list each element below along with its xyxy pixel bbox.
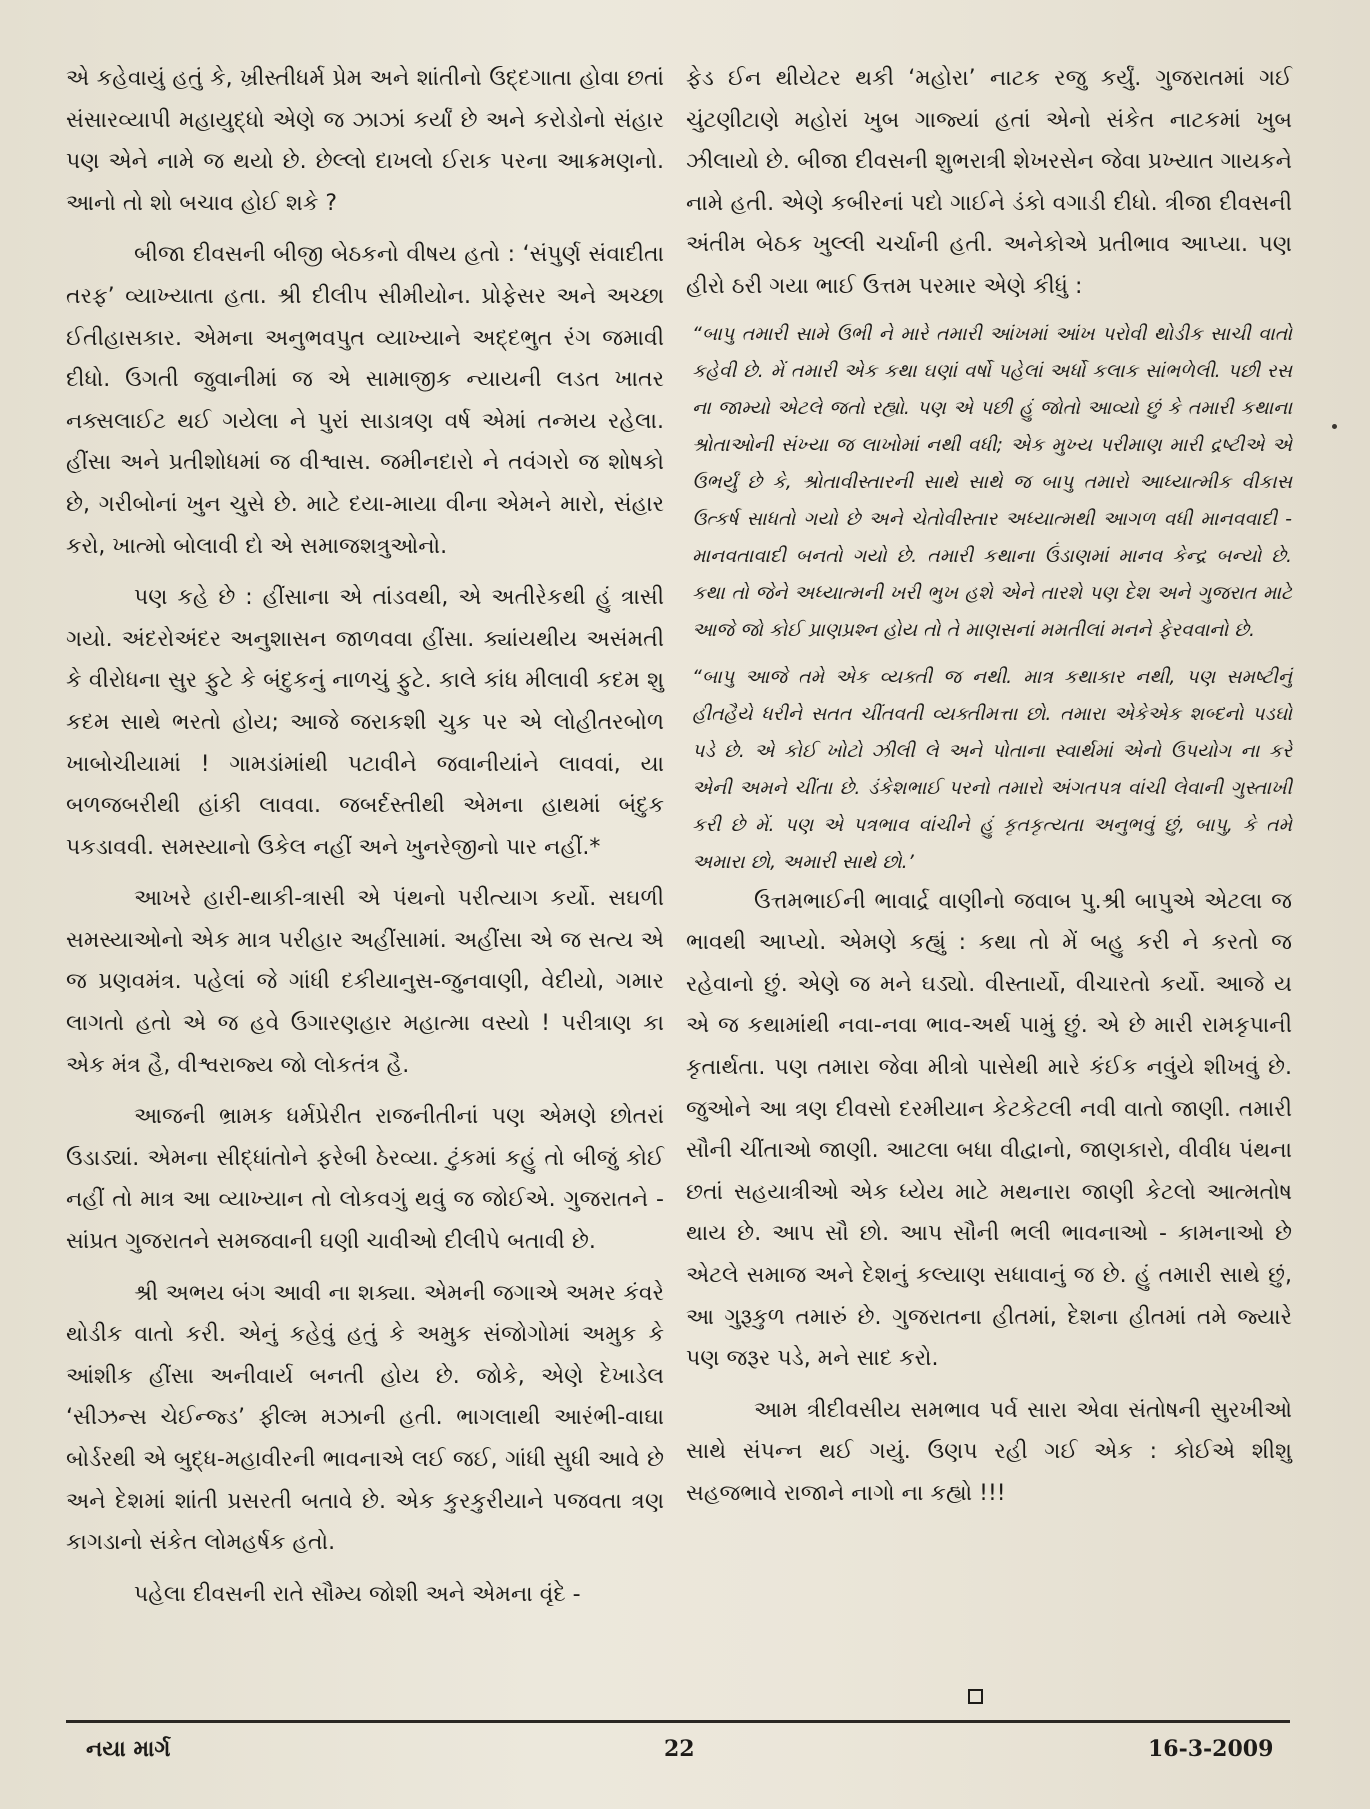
- paragraph-mahora-play: ફેડ ઈન થીયેટર થકી ‘મહોરા’ નાટક રજુ કર્યું. ગુજરાતમાં ગઈ ચુંટણીટાણે મહોરાં ખુબ ગાજ્યાં હતાં એનો સંકેત નાટકમાં ખુબ ઝીલાયો છે. બીજા દીવસની શુભરાત્રી શેખરસેન જેવા પ્રખ્યાત ગાયકને નામે હતી. એણે કબીરનાં પદો ગાઈને ડંકો વગાડી દીધો. ત્રીજા દીવસની અંતીમ બેઠક ખુલ્લી ચર્ચાની હતી. અનેકોએ પ્રતીભાવ આપ્યા. પણ હીરો ઠરી ગયા ભાઈ ઉત્તમ પરમાર એણે કીધું :: [686, 66, 1292, 299]
- footer-divider: [66, 1720, 1290, 1723]
- quote-uttam-parmar-1: “બાપુ તમારી સામે ઉભી ને મારે તમારી આંખમાં આંખ પરોવી થોડીક સાચી વાતો કહેવી છે. મેં તમારી એક કથા ઘણાં વર્ષો પહેલાં અર્ધો કલાક સાંભળેલી. પછી રસ ના જામ્યો એટલે જતો રહ્યો. પણ એ પછી હું જોતો આવ્યો છું કે તમારી કથાના શ્રોતાઓની સંખ્યા જ લાખોમાં નથી વધી; એક મુખ્ય પરીમાણ મારી દ્રષ્ટીએ એ ઉભર્યું છે કે, શ્રોતાવીસ્તારની સાથે સાથે જ બાપુ તમારો આધ્યાત્મીક વીકાસ ઉત્કર્ષ સાધતો ગયો છે અને ચેતોવીસ્તાર અધ્યાત્મથી આગળ વધી માનવવાદી - માનવતાવાદી બનતો ગયો છે. તમારી કથાના ઉંડાણમાં માનવ કેન્દ્ર બન્યો છે. કથા તો જેને અધ્યાત્મની ખરી ભુખ હશે એને તારશે પણ દેશ અને ગુજરાત માટે આજે જો કોઈ પ્રાણપ્રશ્ન હોય તો તે માણસનાં મમતીલાં મનને ફેરવવાનો છે.: [692, 322, 1292, 641]
- paragraph-first-night: પહેલા દીવસની રાતે સૌમ્ય જોશી અને એમના વૃંદે -: [134, 1581, 581, 1607]
- print-speck: [1332, 424, 1337, 429]
- paragraph-conclusion: આમ ત્રીદીવસીય સમભાવ પર્વ સારા એવા સંતોષની સુરખીઓ સાથે સંપન્ન થઈ ગયું. ઉણપ રહી ગઈ એક : કોઈએ શીશુ સહજભાવે રાજાને નાગો ના કહ્યો !!!: [686, 1397, 1292, 1506]
- page-number: 22: [664, 1736, 695, 1762]
- paragraph-violence-terror: પણ કહે છે : હીંસાના એ તાંડવથી, એ અતીરેકથી હું ત્રાસી ગયો. અંદરોઅંદર અનુશાસન જાળવવા હીંસા. ક્યાંયથીય અસંમતી કે વીરોધના સુર ફુટે કે બંદુકનું નાળચું ફુટે. કાલે કાંધ મીલાવી કદમ શુ કદમ સાથે ભરતો હોય; આજે જરાકશી ચુક પર એ લોહીતરબોળ ખાબોચીયામાં ! ગામડાંમાંથી પટાવીને જવાનીયાંને લાવવાં, યા બળજબરીથી હાંકી લાવવા. જબર્દસ્તીથી એમના હાથમાં બંદુક પકડાવવી. સમસ્યાનો ઉકેલ નહીં અને ખુનરેજીનો પાર નહીં.*: [66, 585, 664, 860]
- paragraph-christianity: એ કહેવાયું હતું કે, ખ્રીસ્તીધર્મ પ્રેમ અને શાંતીનો ઉદ્દગાતા હોવા છતાં સંસારવ્યાપી મહાયુદ્ધો એણે જ ઝાઝાં કર્યાં છે અને કરોડોનો સંહાર પણ એને નામે જ થયો છે. છેલ્લો દાખલો ઈરાક પરના આક્રમણનો. આનો તો શો બચાવ હોઈ શકે ?: [66, 66, 664, 216]
- paragraph-bapu-reply: ઉત્તમભાઈની ભાવાર્દ્ર વાણીનો જવાબ પુ.શ્રી બાપુએ એટલા જ ભાવથી આપ્યો. એમણે કહ્યું : કથા તો મેં બહુ કરી ને કરતો જ રહેવાનો છું. એણે જ મને ઘડ્યો. વીસ્તાર્યો, વીચારતો કર્યો. આજે ય એ જ કથામાંથી નવા-નવા ભાવ-અર્થ પામું છું. એ છે મારી રામકૃપાની કૃતાર્થતા. પણ તમારા જેવા મીત્રો પાસેથી મારે કંઈક નવુંયે શીખવું છે. જુઓને આ ત્રણ દીવસો દરમીયાન કેટકેટલી નવી વાતો જાણી. તમારી સૌની ચીંતાઓ જાણી. આટલા બધા વીદ્વાનો, જાણકારો, વીવીધ પંથના છતાં સહયાત્રીઓ એક ધ્યેય માટે મથનારા જાણી કેટલો આત્મતોષ થાય છે. આપ સૌ છો. આપ સૌની ભલી ભાવનાઓ - કામનાઓ છે એટલે સમાજ અને દેશનું કલ્યાણ સધાવાનું જ છે. હું તમારી સાથે છું, આ ગુરૂકુળ તમારું છે. ગુજરાતના હીતમાં, દેશના હીતમાં તમે જ્યારે પણ જરૂર પડે, મને સાદ કરો.: [686, 888, 1292, 1372]
- right-column: [686, 58, 1292, 1514]
- end-of-article-square-icon: [968, 1689, 983, 1704]
- paragraph-second-day-session: બીજા દીવસની બીજી બેઠકનો વીષય હતો : ‘સંપુર્ણ સંવાદીતા તરફ’ વ્યાખ્યાતા હતા. શ્રી દીલીપ સીમીયોન. પ્રોફેસર અને અચ્છા ઈતીહાસકાર. એમના અનુભવપુત વ્યાખ્યાને અદ્દભુત રંગ જમાવી દીધો. ઉગતી જુવાનીમાં જ એ સામાજીક ન્યાયની લડત ખાતર નક્સલાઈટ થઈ ગયેલા ને પુરાં સાડાત્રણ વર્ષ એમાં તન્મય રહેલા. હીંસા અને પ્રતીશોધમાં જ વીશ્વાસ. જમીનદારો ને તવંગરો જ શોષકો છે, ગરીબોનાં ખુન ચુસે છે. માટે દયા-માયા વીના એમને મારો, સંહાર કરો, ખાત્મો બોલાવી દો એ સમાજશત્રુઓનો.: [66, 242, 664, 559]
- issue-date: 16-3-2009: [1148, 1736, 1274, 1762]
- paragraph-abhay-bang: શ્રી અભય બંગ આવી ના શક્યા. એમની જગાએ અમર કંવરે થોડીક વાતો કરી. એનું કહેવું હતું કે અમુક સંજોગોમાં અમુક કે આંશીક હીંસા અનીવાર્ય બનતી હોય છે. જોકે, એણે દેખાડેલ ‘સીઝન્સ ચેઈન્જ્ડ’ ફીલ્મ મઝાની હતી. ભાગલાથી આરંભી-વાઘા બોર્ડરથી એ બુદ્ધ-મહાવીરની ભાવનાએ લઈ જઈ, ગાંધી સુધી આવે છે અને દેશમાં શાંતી પ્રસરતી બતાવે છે. એક કુરકુરીયાને પજવતા ત્રણ કાગડાનો સંકેત લોમહર્ષક હતો.: [66, 1280, 664, 1556]
- left-column: [66, 58, 664, 1615]
- quote-uttam-parmar-2: “બાપુ આજે તમે એક વ્યક્તી જ નથી. માત્ર કથાકાર નથી, પણ સમષ્ટીનું હીતહૈયે ધરીને સતત ચીંતવતી વ્યક્તીમત્તા છો. તમારા એકેએક શબ્દનો પડઘો પડે છે. એ કોઈ ખોટો ઝીલી લે અને પોતાના સ્વાર્થમાં એનો ઉપયોગ ના કરે એની અમને ચીંતા છે. ડંકેશભાઈ પરનો તમારો અંગતપત્ર વાંચી લેવાની ગુસ્તાખી કરી છે મેં. પણ એ પત્રભાવ વાંચીને હું કૃતકૃત્યતા અનુભવું છું, બાપુ, કે તમે અમારા છો, અમારી સાથે છો.’: [692, 665, 1292, 873]
- paragraph-politics: આજની ભ્રામક ધર્મપ્રેરીત રાજનીતીનાં પણ એમણે છોતરાં ઉડાડ્યાં. એમના સીદ્ધાંતોને ફરેબી ઠેરવ્યા. ટુંકમાં કહું તો બીજું કોઈ નહીં તો માત્ર આ વ્યાખ્યાન તો લોકવગું થવું જ જોઈએ. ગુજરાતને - સાંપ્રત ગુજરાતને સમજવાની ઘણી ચાવીઓ દીલીપે બતાવી છે.: [66, 1104, 664, 1255]
- paragraph-non-violence: આખરે હારી-થાકી-ત્રાસી એ પંથનો પરીત્યાગ કર્યો. સઘળી સમસ્યાઓનો એક માત્ર પરીહાર અહીંસામાં. અહીંસા એ જ સત્ય એ જ પ્રણવમંત્ર. પહેલાં જે ગાંધી દકીયાનુસ-જુનવાણી, વેદીયો, ગમાર લાગતો હતો એ જ હવે ઉગારણહાર મહાત્મા વસ્યો ! પરીત્રાણ કા એક મંત્ર હૈ, વીશ્વરાજ્ય જો લોકતંત્ર હૈ.: [66, 886, 664, 1078]
- publication-name: નયા માર્ગ: [86, 1736, 171, 1762]
